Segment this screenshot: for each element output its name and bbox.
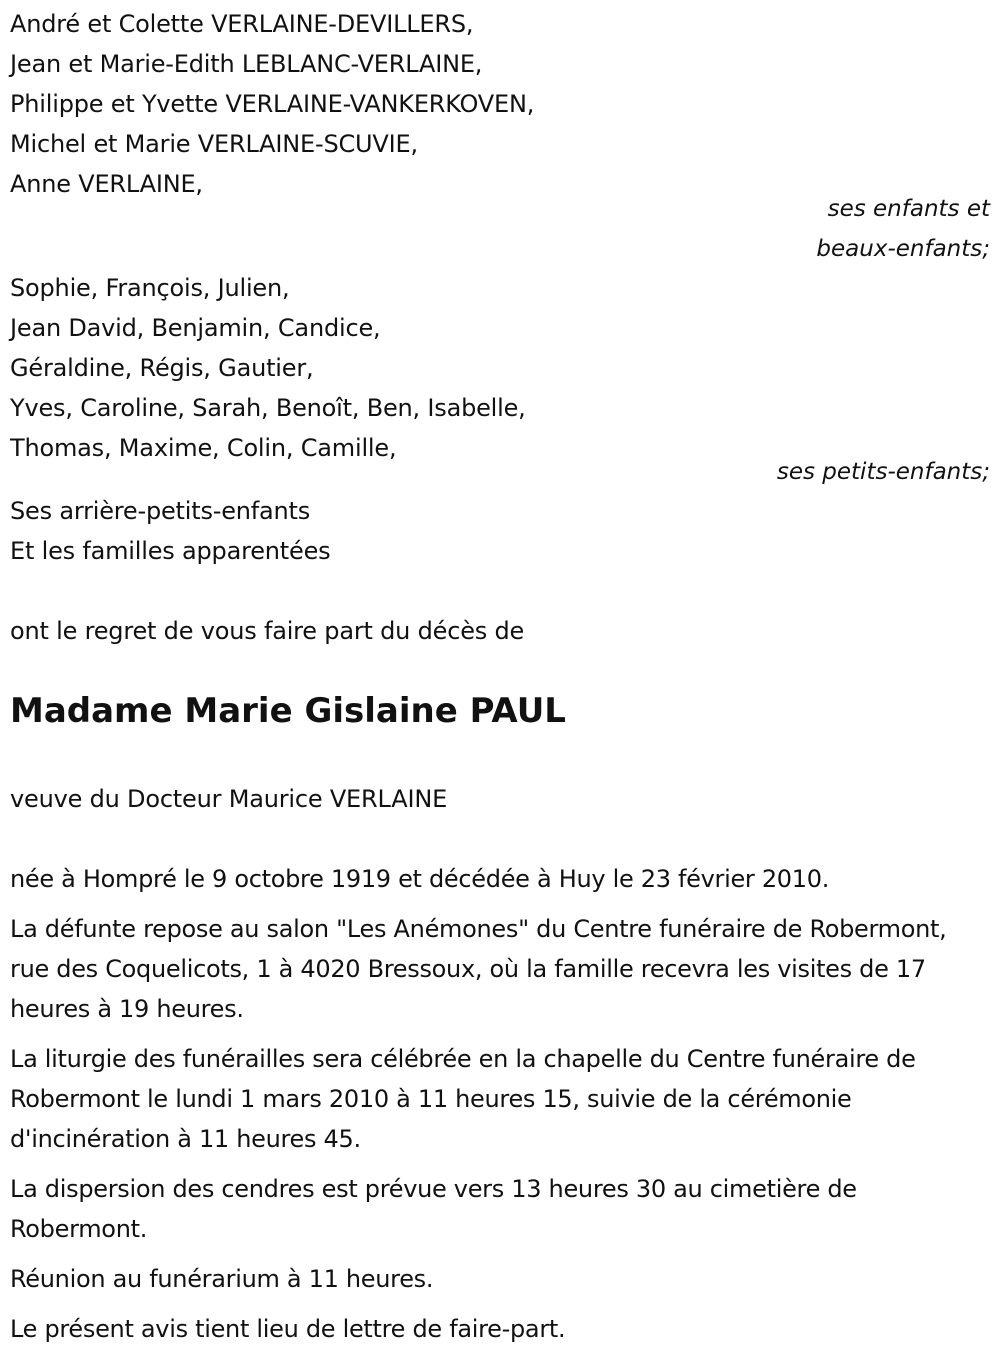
grandchildren-caption-line: ses petits-enfants;: [776, 459, 990, 485]
deceased-name: Madame Marie Gislaine PAUL: [10, 691, 566, 731]
family-line: Jean David, Benjamin, Candice,: [10, 314, 381, 342]
family-line: Et les familles apparentées: [10, 537, 331, 565]
children-caption-line: beaux-enfants;: [816, 236, 990, 262]
birth-death-paragraph: née à Hompré le 9 octobre 1919 et décédée à Huy le 23 février 2010.: [10, 865, 830, 893]
family-line: Géraldine, Régis, Gautier,: [10, 354, 314, 382]
children-block: [10, 4, 990, 204]
funeral-paragraph: La liturgie des funérailles sera célébrée en la chapelle du Centre funéraire de Robermont le lundi 1 mars 2010 à 11 heures 15, suivie de la cérémonie d'incinération à 11 heures 45.: [10, 1045, 916, 1153]
ashes-paragraph: La dispersion des cendres est prévue vers 13 heures 30 au cimetière de Robermont.: [10, 1175, 857, 1243]
meeting-paragraph: Réunion au funérarium à 11 heures.: [10, 1265, 434, 1293]
family-line: André et Colette VERLAINE-DEVILLERS,: [10, 10, 474, 38]
grandchildren-caption: [10, 452, 990, 492]
family-line: Sophie, François, Julien,: [10, 274, 290, 302]
extended-family-block: [10, 491, 990, 571]
notice-paragraph: Le présent avis tient lieu de lettre de faire-part.: [10, 1315, 566, 1343]
family-line: Ses arrière-petits-enfants: [10, 497, 311, 525]
family-line: Philippe et Yvette VERLAINE-VANKERKOVEN,: [10, 90, 535, 118]
family-line: Thomas, Maxime, Colin, Camille,: [10, 434, 397, 462]
children-caption-line: ses enfants et: [827, 196, 990, 222]
family-line: Jean et Marie-Edith LEBLANC-VERLAINE,: [10, 50, 483, 78]
family-line: Michel et Marie VERLAINE-SCUVIE,: [10, 130, 418, 158]
family-line: Yves, Caroline, Sarah, Benoît, Ben, Isabelle,: [10, 394, 526, 422]
children-caption: [10, 189, 990, 269]
grandchildren-block: [10, 268, 990, 468]
widow-of-text: veuve du Docteur Maurice VERLAINE: [10, 785, 448, 813]
viewing-paragraph: La défunte repose au salon "Les Anémones" du Centre funéraire de Robermont, rue des Coquelicots, 1 à 4020 Bressoux, où la famille recevra les visites de 17 heures à 19 heures.: [10, 915, 947, 1023]
family-line: Anne VERLAINE,: [10, 170, 203, 198]
details-block: [10, 859, 990, 1349]
announcement-text: ont le regret de vous faire part du décès de: [10, 617, 525, 645]
